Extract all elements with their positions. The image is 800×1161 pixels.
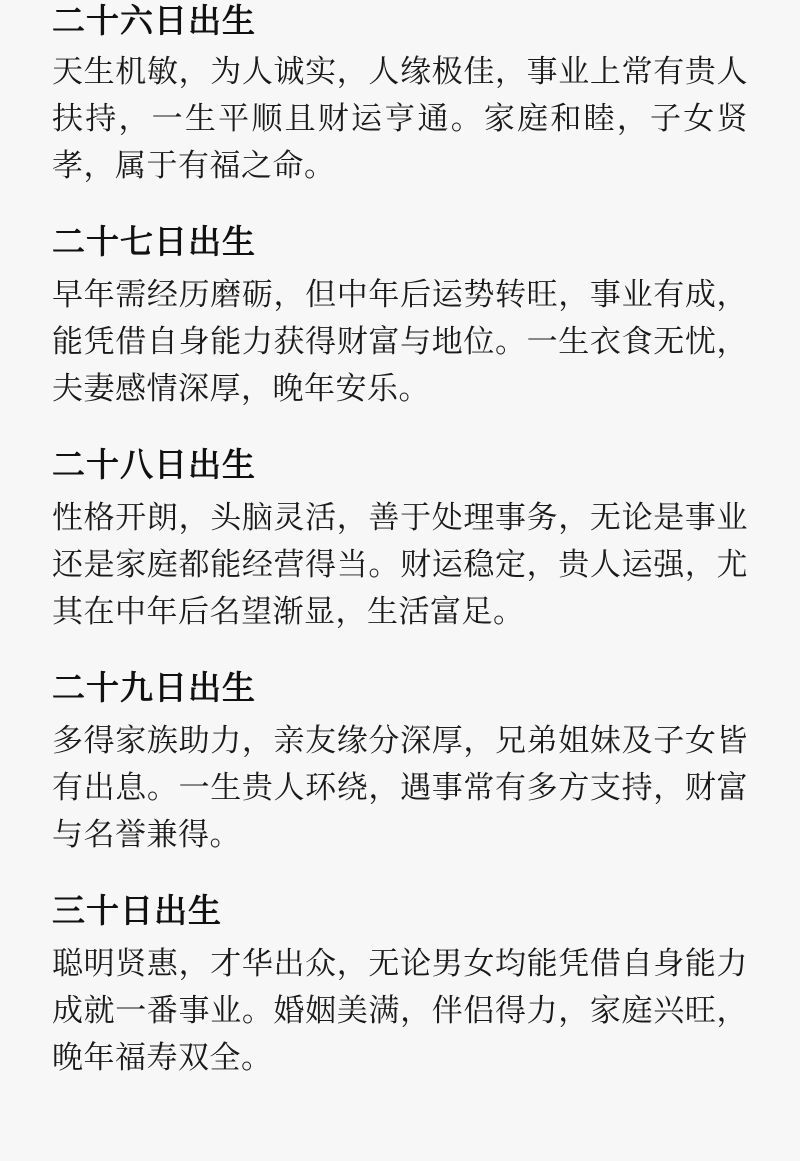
section-body: 多得家族助力，亲友缘分深厚，兄弟姐妹及子女皆有出息。一生贵人环绕，遇事常有多方支持，财富与名誉兼得。 [52, 723, 748, 852]
section-day-26 [52, 0, 748, 189]
section-title: 二十七日出生 [52, 223, 256, 260]
section-body: 性格开朗，头脑灵活，善于处理事务，无论是事业还是家庭都能经营得当。财运稳定，贵人运强，尤其在中年后名望渐显，生活富足。 [52, 500, 748, 629]
section-day-27 [52, 219, 748, 412]
section-body: 天生机敏，为人诚实，人缘极佳，事业上常有贵人扶持，一生平顺且财运亨通。家庭和睦，子女贤孝，属于有福之命。 [52, 54, 748, 183]
section-title: 二十六日出生 [52, 2, 256, 39]
section-day-29 [52, 665, 748, 858]
section-body: 聪明贤惠，才华出众，无论男女均能凭借自身能力成就一番事业。婚姻美满，伴侣得力，家庭兴旺，晚年福寿双全。 [52, 946, 748, 1075]
section-title: 三十日出生 [52, 892, 222, 929]
section-title: 二十八日出生 [52, 446, 256, 483]
section-day-30 [52, 888, 748, 1081]
section-day-28 [52, 442, 748, 635]
section-body: 早年需经历磨砺，但中年后运势转旺，事业有成，能凭借自身能力获得财富与地位。一生衣食无忧，夫妻感情深厚，晚年安乐。 [52, 277, 748, 406]
section-title: 二十九日出生 [52, 669, 256, 706]
